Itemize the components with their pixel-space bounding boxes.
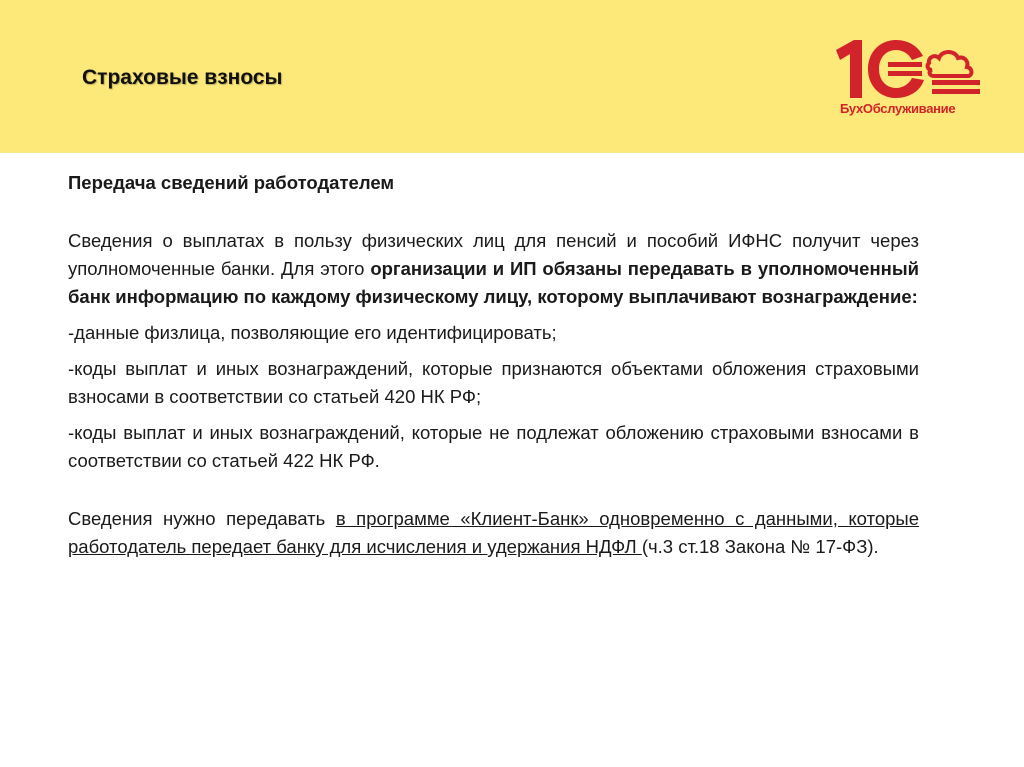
- slide-title: Страховые взносы: [82, 66, 283, 89]
- 1c-logo-icon: [828, 36, 988, 102]
- transfer-paragraph: [68, 505, 919, 561]
- transfer-text: Сведения нужно передавать: [68, 508, 336, 529]
- list-item-codes-422: -коды выплат и иных вознаграждений, которые не подлежат обложению страховыми взносами в соответствии со статьей 422 НК РФ.: [68, 422, 919, 471]
- slide-body: [0, 153, 1024, 767]
- list-item-codes-420: -коды выплат и иных вознаграждений, которые признаются объектами обложения страховыми взносами в соответствии со статьей 420 НК РФ;: [68, 358, 919, 407]
- list-item-identification: -данные физлица, позволяющие его идентифицировать;: [68, 322, 557, 343]
- transfer-underlined-text: в программе «Клиент-Банк» одновременно с данными, которые работодатель передает банку для исчисления и удержания НДФЛ: [68, 508, 919, 557]
- slide-header: [0, 0, 1024, 153]
- section-subtitle: Передача сведений работодателем: [68, 172, 395, 193]
- law-reference: (ч.3 ст.18 Закона № 17-ФЗ).: [641, 536, 879, 557]
- logo-caption: БухОбслуживание: [840, 101, 956, 116]
- intro-paragraph: [68, 227, 919, 311]
- intro-bold-text: организации и ИП обязаны передавать в уполномоченный банк информацию по каждому физическому лицу, которому выплачивают вознаграждение:: [68, 258, 919, 307]
- text-block: [68, 169, 919, 569]
- intro-text: Сведения о выплатах в пользу физических лиц для пенсий и пособий ИФНС получит через уполномоченные банки. Для этого: [68, 230, 919, 279]
